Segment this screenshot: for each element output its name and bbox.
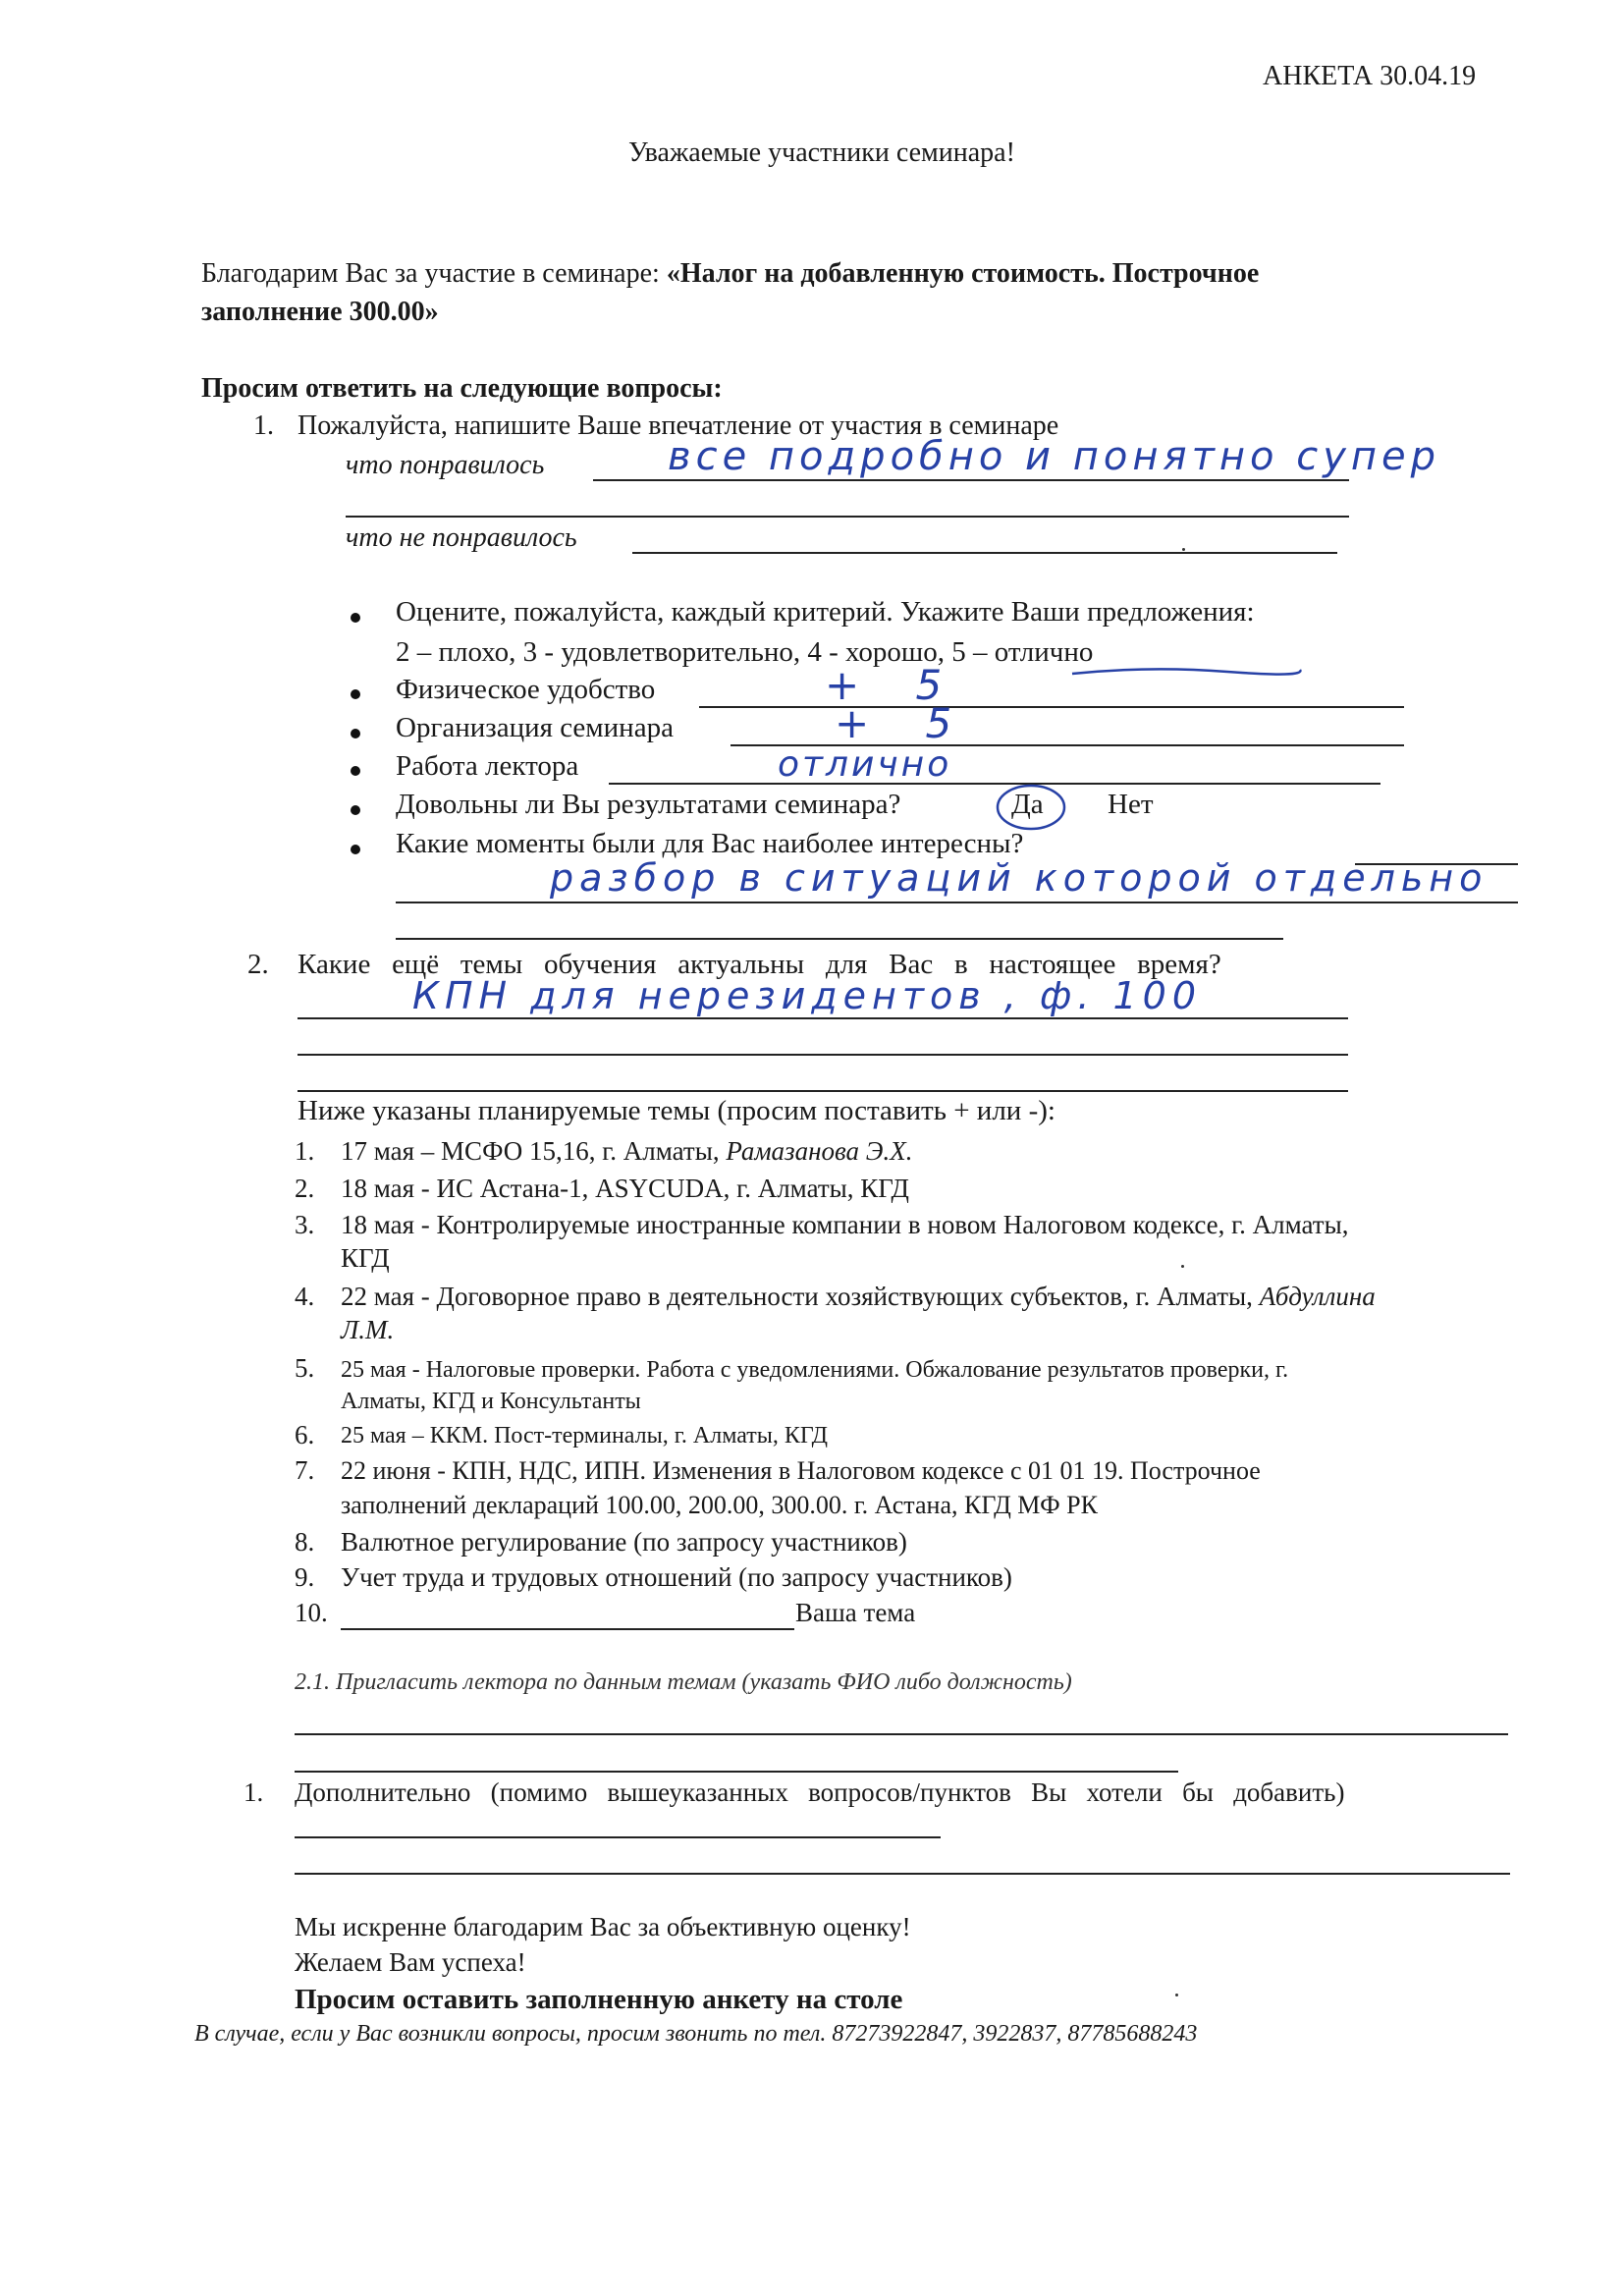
closing-thanks: Мы искренне благодарим Вас за объективную оценку! [295,1912,911,1941]
greeting: Уважаемые участники семинара! [628,137,1015,168]
speck [1181,1265,1184,1268]
interesting-line-2[interactable] [396,938,1283,940]
intro-line-1 [201,258,1259,290]
criterion-physical-comfort-answer: + 5 [825,661,964,709]
answer-yes[interactable]: Да [1011,789,1044,820]
planned-topics-heading: Ниже указаны планируемые темы (просим поставить + или -): [298,1095,1056,1126]
q3-text: Дополнительно (помимо вышеуказанных вопросов/пунктов Вы хотели бы добавить) [295,1777,1345,1807]
invite-lecturer-line-1[interactable] [295,1733,1508,1735]
speck [1175,1994,1178,1996]
topic-4-line-2: Л.М. [341,1315,395,1344]
speck [1182,548,1185,551]
interesting-line-1[interactable] [396,902,1518,903]
yes-circle-mark [994,782,1070,833]
topic-number: 1. [295,1136,315,1166]
bullet [351,766,360,776]
answer-no[interactable]: Нет [1108,789,1154,820]
topic-7-line-1: 22 июня - КПН, НДС, ИПН. Изменения в Налоговом кодексе с 01 01 19. Построчное [341,1456,1261,1485]
rating-scale: 2 – плохо, 3 - удовлетворительно, 4 - хорошо, 5 – отлично [396,636,1094,668]
closing-contact: В случае, если у Вас возникли вопросы, просим звонить по тел. 87273922847, 3922837, 87785688243 [194,2021,1198,2047]
q2-answer-line-1[interactable] [298,1017,1348,1019]
q3-number: 1. [244,1777,264,1807]
topic-2: 18 мая - ИС Астана-1, ASYCUDA, г. Алматы, КГД [341,1174,909,1203]
topic-lecturer: Абдуллина [1259,1282,1376,1311]
topic-number: 6. [295,1420,315,1449]
q2-text-content: Какие ещё темы обучения актуальны для Вас в настоящее время? [298,949,1221,980]
rate-intro: Оцените, пожалуйста, каждый критерий. Укажите Ваши предложения: [396,596,1255,628]
topic-number: 4. [295,1282,315,1311]
topic-3-line-1: 18 мая - Контролируемые иностранные компании в новом Налоговом кодексе, г. Алматы, [341,1210,1349,1239]
topic-1 [341,1136,912,1167]
q1-text: Пожалуйста, напишите Ваше впечатление от участия в семинаре [298,410,1059,441]
topic-text: 22 мая - Договорное право в деятельности хозяйствующих субъектов, г. Алматы, [341,1282,1260,1311]
topic-text: 17 мая – МСФО 15,16, г. Алматы, [341,1136,727,1166]
topic-9: Учет труда и трудовых отношений (по запросу участников) [341,1562,1012,1592]
topic-6: 25 мая – ККМ. Пост-терминалы, г. Алматы, КГД [341,1423,829,1449]
disliked-label: что не понравилось [346,522,577,553]
bullet [351,729,360,738]
topic-7-line-2: заполнений деклараций 100.00, 200.00, 300.00. г. Астана, КГД МФ РК [341,1491,1098,1519]
topic-number: 2. [295,1174,315,1203]
q1-number: 1. [253,410,274,441]
bullet [351,613,360,623]
liked-label: что понравилось [346,450,545,480]
questions-heading: Просим ответить на следующие вопросы: [201,373,723,404]
criterion-lecturer-answer: отлично [778,744,952,785]
own-topic-line[interactable] [341,1628,794,1630]
bullet [351,689,360,699]
invite-lecturer-label: 2.1. Пригласить лектора по данным темам (указать ФИО либо должность) [295,1669,1072,1695]
liked-answer: все подробно и понятно супер [668,434,1441,479]
topic-8: Валютное регулирование (по запросу участников) [341,1527,907,1557]
topic-number: 5. [295,1353,315,1383]
closing-wish: Желаем Вам успеха! [295,1947,526,1977]
q2-number: 2. [247,949,269,980]
interesting-answer: разбор в ситуаций которой отдельно [550,856,1489,900]
bullet [351,845,360,854]
closing-leave: Просим оставить заполненную анкету на столе [295,1984,903,2015]
topic-number: 10. [295,1598,328,1627]
q2-answer: КПН для нерезидентов , ф. 100 [412,974,1203,1017]
satisfied-question: Довольны ли Вы результатами семинара? [396,789,901,820]
topic-number: 7. [295,1455,315,1485]
q2-answer-line-2[interactable] [298,1054,1348,1056]
seminar-title-2: заполнение 300.00» [201,297,439,327]
own-topic-label: Ваша тема [795,1598,916,1627]
q2-answer-line-3[interactable] [298,1090,1348,1092]
topic-5-line-2: Алматы, КГД и Консультанты [341,1389,641,1414]
criterion-physical-comfort-line[interactable] [699,706,1404,708]
topic-3-line-2: КГД [341,1243,390,1273]
criterion-organization-label: Организация семинара [396,712,674,743]
liked-answer-line-2[interactable] [346,516,1349,518]
criterion-organization-answer: + 5 [835,699,974,747]
topic-number: 3. [295,1210,315,1239]
disliked-answer-line[interactable] [632,552,1337,554]
bullet [351,805,360,815]
seminar-title-1: «Налог на добавленную стоимость. Построчное [666,258,1260,289]
q3-answer-line-1[interactable] [295,1836,941,1838]
invite-lecturer-line-2[interactable] [295,1771,1178,1773]
criterion-physical-comfort-label: Физическое удобство [396,674,656,705]
interesting-question: Какие моменты были для Вас наиболее интересны? [396,828,1024,859]
criterion-lecturer-label: Работа лектора [396,750,579,782]
topic-number: 9. [295,1562,315,1592]
topic-5-line-1: 25 мая - Налоговые проверки. Работа с уведомлениями. Обжалование результатов проверки, г. [341,1357,1289,1383]
topic-lecturer: Рамазанова Э.Х. [726,1136,913,1166]
q3-answer-line-2[interactable] [295,1873,1510,1875]
form-id: АНКЕТА 30.04.19 [1263,61,1477,91]
liked-answer-line[interactable] [593,479,1349,481]
topic-4-line-1 [341,1282,1376,1312]
scale-underline-mark [1070,660,1302,682]
topic-number: 8. [295,1527,315,1557]
intro-lead: Благодарим Вас за участие в семинаре: [201,258,667,289]
